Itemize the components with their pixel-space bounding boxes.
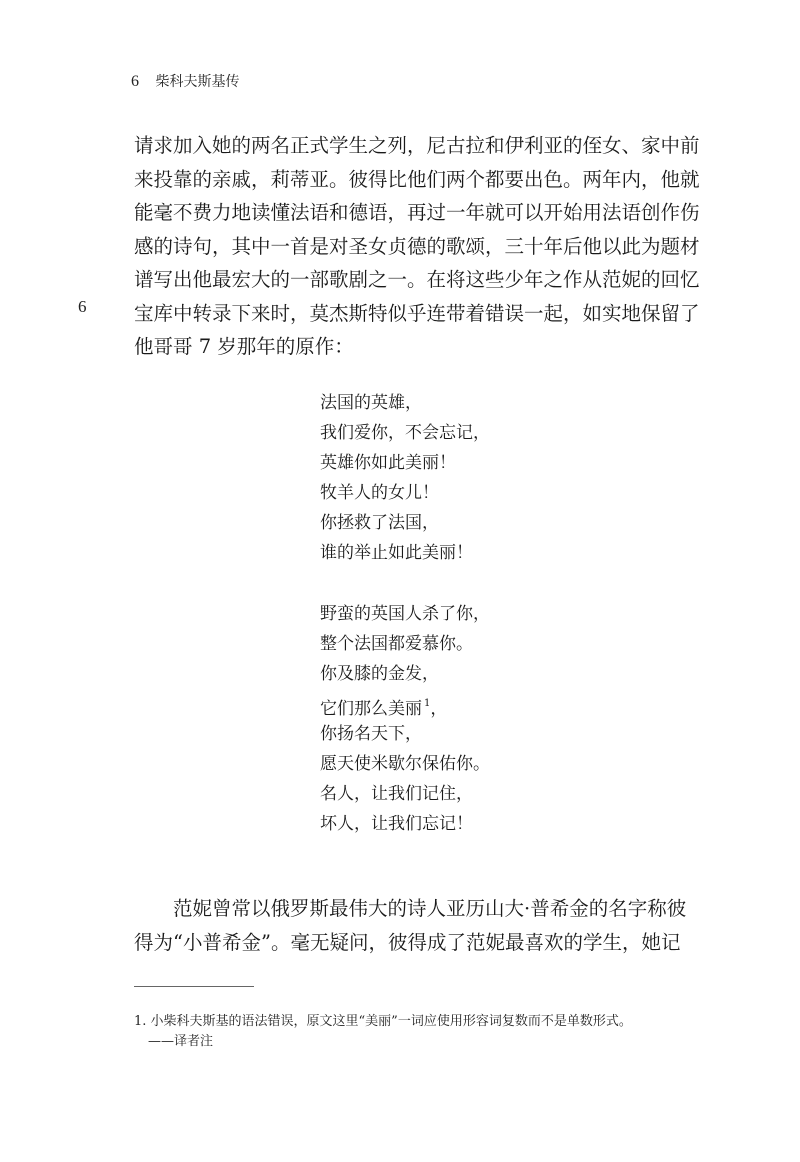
paragraph-line: 谱写出他最宏大的一部歌剧之一。在将这些少年之作从范妮的回忆: [134, 268, 700, 291]
poem-line: 我们爱你，不会忘记，: [320, 423, 490, 443]
poem: [320, 388, 490, 839]
body-paragraph-1: [134, 129, 700, 364]
paragraph-line: 能毫不费力地读懂法语和德语，再过一年就可以开始用法语创作伤: [134, 201, 700, 224]
paragraph-line: 宝库中转录下来时，莫杰斯特似乎连带着错误一起，如实地保留了: [134, 301, 700, 325]
poem-line-punct: ，: [430, 699, 448, 719]
poem-line: 整个法国都爱慕你。: [320, 634, 473, 654]
poem-line-text: 它们那么美丽: [320, 699, 422, 719]
footnote-signature: ——译者注: [148, 1034, 214, 1049]
page-number: 6: [131, 73, 139, 90]
footnote-text: 1. 小柴科夫斯基的语法错误，原文这里“美丽”一词应使用形容词复数而不是单数形式。: [134, 1014, 632, 1029]
footnote-marker[interactable]: 1: [424, 698, 431, 709]
poem-line: 愿天使米歇尔保佑你。: [320, 754, 490, 774]
poem-line-with-footnote: [320, 689, 490, 719]
margin-page-number: 6: [78, 297, 87, 316]
poem-line: 谁的举止如此美丽！: [320, 543, 473, 563]
paragraph-line: 请求加入她的两名正式学生之列，尼古拉和伊利亚的侄女、家中前: [134, 134, 700, 157]
paragraph-line: 得为“小普希金”。毫无疑问，彼得成了范妮最喜欢的学生，她记: [134, 931, 681, 954]
paragraph-line: 感的诗句，其中一首是对圣女贞德的歌颂，三十年后他以此为题材: [134, 234, 700, 258]
poem-line: 英雄你如此美丽！: [320, 453, 456, 473]
footnote-divider: [134, 986, 254, 987]
footnote: [134, 1012, 632, 1052]
paragraph-line: 来投靠的亲戚，莉蒂亚。彼得比他们两个都要出色。两年内，他就: [134, 167, 700, 191]
poem-line: 牧羊人的女儿！: [320, 483, 439, 503]
poem-line: 坏人，让我们忘记！: [320, 814, 473, 834]
poem-line: 法国的英雄，: [320, 393, 422, 413]
poem-line: 你及膝的金发，: [320, 664, 439, 684]
stanza-break: [320, 568, 490, 599]
body-paragraph-2: [134, 892, 694, 960]
paragraph-line: 范妮曾常以俄罗斯最伟大的诗人亚历山大·普希金的名字称彼: [173, 897, 687, 920]
poem-line: 你扬名天下，: [320, 724, 422, 744]
running-header: [131, 71, 239, 91]
poem-line: 野蛮的英国人杀了你，: [320, 604, 490, 624]
poem-line: 你拯救了法国，: [320, 513, 439, 533]
poem-line: 名人，让我们记住，: [320, 784, 473, 804]
running-title: 柴科夫斯基传: [155, 74, 240, 90]
paragraph-line: 他哥哥 7 岁那年的原作：: [134, 335, 354, 358]
